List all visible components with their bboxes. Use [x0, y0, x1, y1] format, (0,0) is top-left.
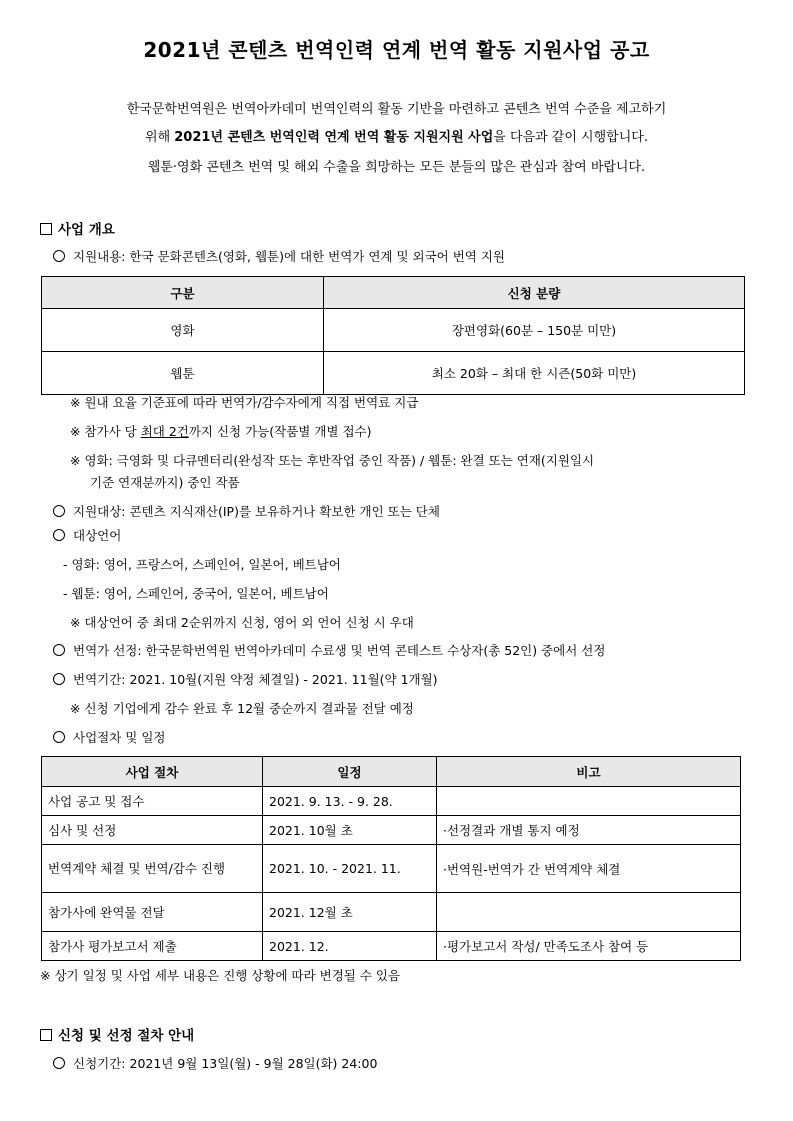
note-eligible-works-line-2: 기준 연재분까지) 중인 작품: [90, 475, 240, 490]
table-row: [42, 816, 741, 845]
table-cell: 2021. 10. - 2021. 11.: [263, 845, 437, 893]
table-row: [42, 352, 745, 395]
table-cell: 웹툰: [42, 352, 324, 395]
circle-bullet-icon: [53, 529, 65, 541]
table-cell: 2021. 12.: [263, 932, 437, 961]
intro-line-1: 한국문학번역원은 번역아카데미 번역인력의 활동 기반을 마련하고 콘텐츠 번역 수준을 제고하기: [126, 102, 667, 117]
note-eligible-works-line-1: ※ 영화: 극영화 및 다큐멘터리(완성작 또는 후반작업 중인 작품) / 웹툰: 완결 또는 연재(지원일시: [70, 453, 595, 468]
table-row: [42, 845, 741, 893]
circle-bullet-icon: [53, 731, 65, 743]
translator-selection-text: 번역가 선정: 한국문학번역원 번역아카데미 수료생 및 번역 콘테스트 수상자(총 52인) 중에서 선정: [73, 643, 606, 658]
circle-bullet-icon: [53, 250, 65, 262]
section-heading-overview-text: 사업 개요: [58, 222, 115, 238]
table-note: ※ 상기 일정 및 사업 세부 내용은 진행 상황에 따라 변경될 수 있음: [40, 968, 401, 983]
table-row: [42, 893, 741, 932]
page-title: 2021년 콘텐츠 번역인력 연계 번역 활동 지원사업 공고: [143, 38, 650, 62]
target-languages: [53, 526, 121, 544]
table-header-cell: 사업 절차: [42, 757, 263, 787]
table-cell: 참가사에 완역물 전달: [42, 893, 263, 932]
table-cell: 2021. 12월 초: [263, 893, 437, 932]
table-header-row: [42, 277, 745, 309]
table-cell: [437, 787, 741, 816]
table-cell: ·번역원-번역가 간 번역계약 체결: [437, 845, 741, 893]
translation-period-note: ※ 신청 기업에게 감수 완료 후 12월 중순까지 결과물 전달 예정: [70, 701, 414, 716]
table-cell: ·선정결과 개별 통지 예정: [437, 816, 741, 845]
intro-line-2: [0, 126, 793, 145]
circle-bullet-icon: [53, 1057, 65, 1069]
translation-period-text: 번역기간: 2021. 10월(지원 약정 체결일) - 2021. 11월(약 1개월): [73, 672, 438, 687]
section-heading-application: [40, 1024, 194, 1044]
table-header-row: [42, 757, 741, 787]
table-row: [42, 787, 741, 816]
support-content: [53, 247, 505, 265]
section-heading-overview: [40, 218, 115, 238]
checkbox-square-icon: [40, 223, 52, 235]
languages-film: - 영화: 영어, 프랑스어, 스페인어, 일본어, 베트남어: [63, 557, 341, 572]
application-volume-table: [41, 276, 745, 395]
application-period-text: 신청기간: 2021년 9월 13일(월) - 9월 28일(화) 24:00: [73, 1056, 378, 1071]
target-languages-text: 대상언어: [73, 528, 122, 543]
table-cell: ·평가보고서 작성/ 만족도조사 참여 등: [437, 932, 741, 961]
intro-line-2-post: 을 다음과 같이 시행합니다.: [493, 130, 648, 145]
intro-line-2-bold: 2021년 콘텐츠 번역인력 연계 번역 활동 지원지원 사업: [174, 130, 494, 145]
table-cell: 사업 공고 및 접수: [42, 787, 263, 816]
table-cell: 2021. 10월 초: [263, 816, 437, 845]
translator-selection: [53, 641, 605, 659]
table-cell: 최소 20화 – 최대 한 시즌(50화 미만): [324, 352, 745, 395]
table-cell: 번역계약 체결 및 번역/감수 진행: [42, 845, 263, 893]
note-max-applications-pre: ※ 참가사 당: [70, 424, 141, 439]
procedure-schedule: [53, 728, 165, 746]
support-target: [53, 502, 440, 520]
table-row: [42, 309, 745, 352]
table-cell: [437, 893, 741, 932]
translation-period: [53, 670, 438, 688]
procedure-table: [41, 756, 741, 961]
table-header-cell: 비고: [437, 757, 741, 787]
note-max-applications: [70, 422, 371, 440]
circle-bullet-icon: [53, 505, 65, 517]
checkbox-square-icon: [40, 1029, 52, 1041]
note-translation-fee: ※ 원내 요율 기준표에 따라 번역가/감수자에게 직접 번역료 지급: [70, 395, 419, 410]
support-content-text: 지원내용: 한국 문화콘텐츠(영화, 웹툰)에 대한 번역가 연계 및 외국어 번역 지원: [73, 249, 505, 264]
procedure-schedule-text: 사업절차 및 일정: [73, 730, 166, 745]
support-target-text: 지원대상: 콘텐츠 지식재산(IP)를 보유하거나 확보한 개인 또는 단체: [73, 504, 440, 519]
table-cell: 심사 및 선정: [42, 816, 263, 845]
languages-note: ※ 대상언어 중 최대 2순위까지 신청, 영어 외 언어 신청 시 우대: [70, 615, 414, 630]
circle-bullet-icon: [53, 673, 65, 685]
note-max-applications-post: 까지 신청 가능(작품별 개별 접수): [188, 424, 372, 439]
table-header-cell: 신청 분량: [324, 277, 745, 309]
table-header-cell: 구분: [42, 277, 324, 309]
table-cell: 장편영화(60분 – 150분 미만): [324, 309, 745, 352]
languages-webtoon: - 웹툰: 영어, 스페인어, 중국어, 일본어, 베트남어: [63, 586, 329, 601]
intro-line-3: 웹툰·영화 콘텐츠 번역 및 해외 수출을 희망하는 모든 분들의 많은 관심과 참여 바랍니다.: [147, 160, 646, 175]
note-max-applications-underlined: 최대 2건: [140, 424, 189, 439]
application-period: [53, 1054, 377, 1072]
section-heading-application-text: 신청 및 선정 절차 안내: [58, 1028, 195, 1044]
table-row: [42, 932, 741, 961]
table-cell: 참가사 평가보고서 제출: [42, 932, 263, 961]
circle-bullet-icon: [53, 644, 65, 656]
table-cell: 영화: [42, 309, 324, 352]
intro-line-2-pre: 위해: [145, 130, 175, 145]
table-header-cell: 일정: [263, 757, 437, 787]
table-cell: 2021. 9. 13. - 9. 28.: [263, 787, 437, 816]
